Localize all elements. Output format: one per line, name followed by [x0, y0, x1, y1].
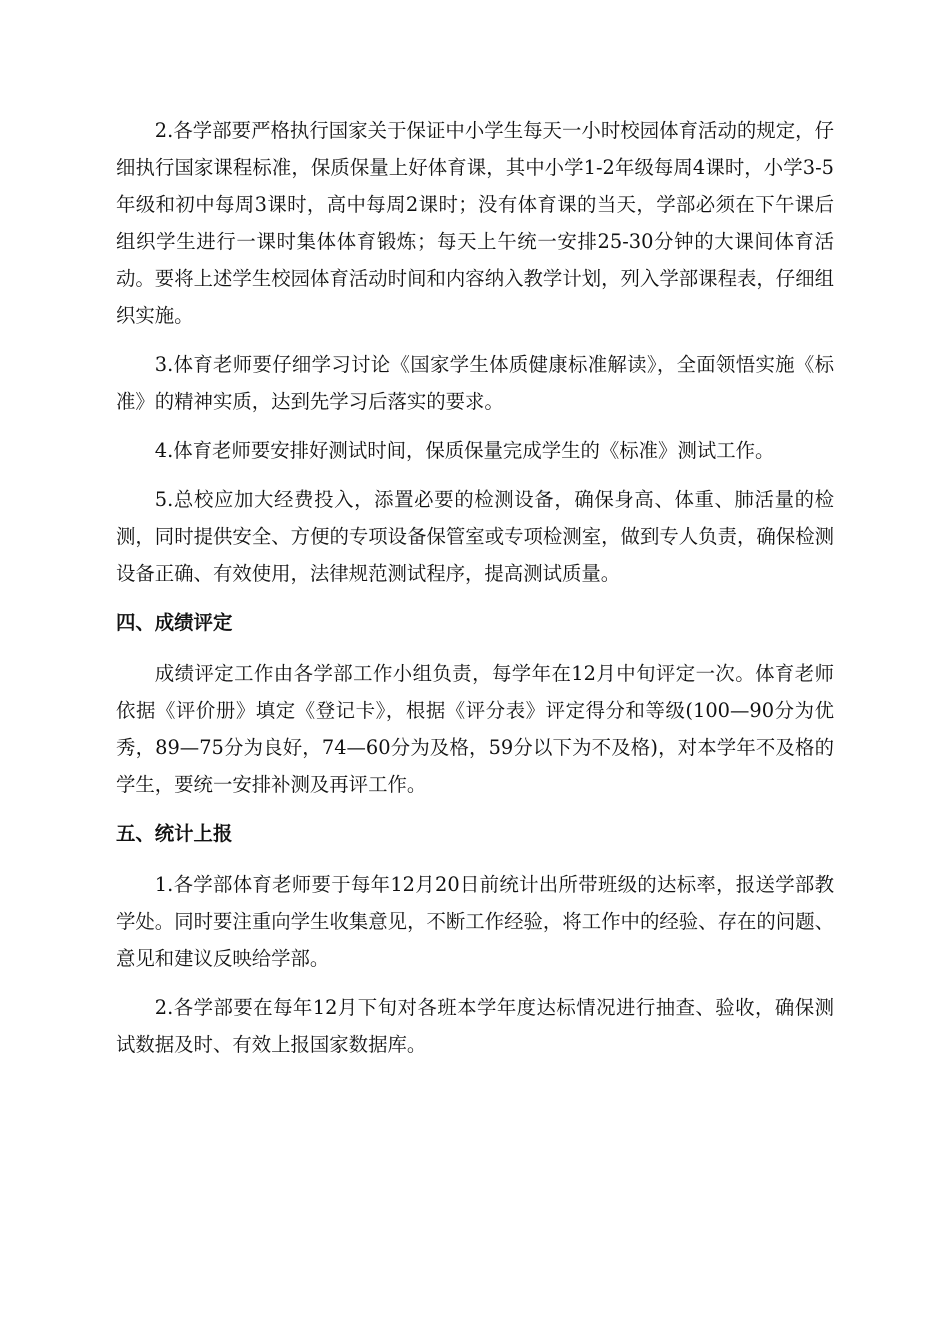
paragraph-reporting-1: 1.各学部体育老师要于每年12月20日前统计出所带班级的达标率，报送学部教学处。同时要注重向学生收集意见，不断工作经验，将工作中的经验、存在的问题、意见和建议反映给学部。: [116, 873, 834, 970]
paragraph-item-2: 2.各学部要严格执行国家关于保证中小学生每天一小时校园体育活动的规定，仔细执行国家课程标准，保质保量上好体育课，其中小学1-2年级每周4课时，小学3-5年级和初中每周3课时，高中每周2课时；没有体育课的当天，学部必须在下午课后组织学生进行一课时集体体育锻炼；每天上午统一安排25-30分钟的大课间体育活动。要将上述学生校园体育活动时间和内容纳入教学计划，列入学部课程表，仔细组织实施。: [116, 119, 834, 327]
section-heading-grading: 四、成绩评定: [116, 611, 233, 634]
paragraph-grading: 成绩评定工作由各学部工作小组负责，每学年在12月中旬评定一次。体育老师依据《评价册》填定《登记卡》，根据《评分表》评定得分和等级(100—90分为优秀，89—75分为良好，74—60分为及格，59分以下为不及格)，对本学年不及格的学生，要统一安排补测及再评工作。: [116, 662, 834, 796]
paragraph-item-4: 4.体育老师要安排好测试时间，保质保量完成学生的《标准》测试工作。: [154, 439, 775, 462]
section-heading-reporting: 五、统计上报: [116, 822, 233, 845]
paragraph-reporting-2: 2.各学部要在每年12月下旬对各班本学年度达标情况进行抽查、验收，确保测试数据及时、有效上报国家数据库。: [116, 996, 834, 1056]
paragraph-item-5: 5.总校应加大经费投入，添置必要的检测设备，确保身高、体重、肺活量的检测，同时提供安全、方便的专项设备保管室或专项检测室，做到专人负责，确保检测设备正确、有效使用，法律规范测试程序，提高测试质量。: [116, 488, 834, 585]
document-page: [116, 112, 834, 1075]
paragraph-item-3: 3.体育老师要仔细学习讨论《国家学生体质健康标准解读》，全面领悟实施《标准》的精神实质，达到先学习后落实的要求。: [116, 353, 834, 413]
